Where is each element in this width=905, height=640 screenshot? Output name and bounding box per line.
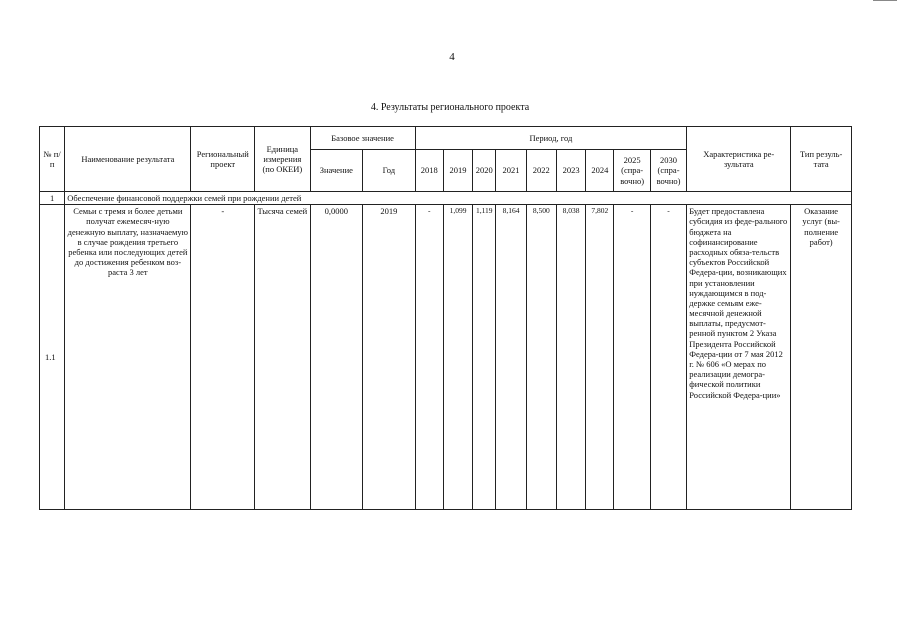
- section-title: 4. Результаты регионального проекта: [370, 102, 530, 113]
- header-name: Наименование результата: [65, 127, 191, 192]
- row-value-2020: 1,119: [473, 205, 496, 510]
- row-value-2022: 8,500: [526, 205, 556, 510]
- row-base-year: 2019: [363, 205, 416, 510]
- row-value-2023: 8,038: [556, 205, 585, 510]
- header-base-value-year: Год: [363, 150, 416, 192]
- header-year-2018: 2018: [415, 150, 443, 192]
- row-value-2024: 7,802: [586, 205, 614, 510]
- row-characteristic: Будет предоставлена субсидия из феде-рального бюджета на софинансирование расходных обяза-тельств субъектов Российской Федера-ции, возникающих при установлении нуждающимся в под-держке семьям еже-месячной денежной выплаты, предусмот-ренной пунктом 2 Указа Президента Российской Федера-ции от 7 мая 2012 г. № 606 «О мерах по реализации демогра-фической политики Российской Федера-ции»: [687, 205, 791, 510]
- corner-mark: [873, 0, 897, 3]
- header-unit: Единица измерения (по ОКЕИ): [255, 127, 311, 192]
- section-num: 1: [40, 192, 65, 205]
- results-table: [39, 126, 852, 510]
- header-year-2022: 2022: [526, 150, 556, 192]
- header-year-2023: 2023: [556, 150, 585, 192]
- row-base-value: 0,0000: [310, 205, 363, 510]
- header-base-value: Базовое значение: [310, 127, 415, 150]
- row-value-2019: 1,099: [443, 205, 472, 510]
- section-row: [40, 192, 852, 205]
- header-year-2019: 2019: [443, 150, 472, 192]
- row-result-type: Оказание услуг (вы-полнение работ): [791, 205, 852, 510]
- table-row: [40, 205, 852, 510]
- row-num: 1.1: [40, 205, 65, 510]
- header-year-2024: 2024: [586, 150, 614, 192]
- page-number: 4: [449, 51, 455, 63]
- row-unit: Тысяча семей: [255, 205, 311, 510]
- row-value-2018: -: [415, 205, 443, 510]
- header-year-2021: 2021: [496, 150, 526, 192]
- header-base-value-value: Значение: [310, 150, 363, 192]
- header-characteristic: Характеристика ре-зультата: [687, 127, 791, 192]
- header-result-type: Тип резуль-тата: [791, 127, 852, 192]
- header-period: Период, год: [415, 127, 687, 150]
- header-num: № п/п: [40, 127, 65, 192]
- header-year-2025: 2025 (спра-вочно): [614, 150, 650, 192]
- header-year-2030: 2030 (спра-вочно): [650, 150, 686, 192]
- row-value-2030: -: [650, 205, 686, 510]
- header-regional-project: Региональный проект: [191, 127, 255, 192]
- row-value-2021: 8,164: [496, 205, 526, 510]
- row-name: Семьи с тремя и более детьми получат ежемесяч-ную денежную выплату, назначаемую в случае рождения третьего ребенка или последующих детей до достижения ребенком воз-раста 3 лет: [65, 205, 191, 510]
- row-value-2025: -: [614, 205, 650, 510]
- header-year-2020: 2020: [473, 150, 496, 192]
- row-regional-project: -: [191, 205, 255, 510]
- section-title-cell: Обеспечение финансовой поддержки семей при рождении детей: [65, 192, 852, 205]
